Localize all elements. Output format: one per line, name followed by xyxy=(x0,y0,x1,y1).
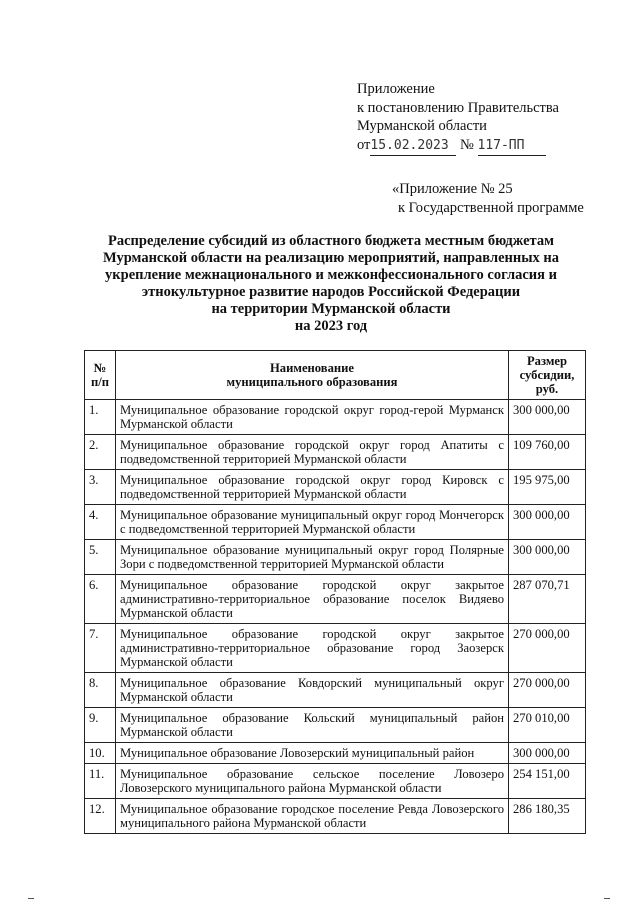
title-line: на 2023 год xyxy=(294,318,368,334)
subsidy-amount: 300 000,00 xyxy=(509,400,586,435)
row-number: 12. xyxy=(85,799,116,834)
subsidy-amount: 109 760,00 xyxy=(509,435,586,470)
municipality-name: Муниципальное образование городской округ закрытое административно-территориальное образование поселок Видяево Мурманской области xyxy=(116,575,509,624)
table-row xyxy=(85,799,586,834)
program-appendix-target: к Государственной программе xyxy=(398,199,584,216)
appendix-header xyxy=(357,80,559,156)
table-row xyxy=(85,540,586,575)
appendix-decree-line: к постановлению Правительства xyxy=(357,99,559,116)
decree-date: 15.02.2023 xyxy=(370,137,456,157)
decree-number: 117-ПП xyxy=(478,137,546,157)
program-appendix-number: «Приложение № 25 xyxy=(392,181,513,197)
table-row xyxy=(85,435,586,470)
municipality-name: Муниципальное образование городской округ город Кировск с подведомственной территорией Мурманской области xyxy=(116,470,509,505)
municipality-name: Муниципальное образование муниципальный округ город Мончегорск с подведомственной территорией Мурманской области xyxy=(116,505,509,540)
from-prefix: от xyxy=(357,136,371,153)
subsidy-amount: 270 010,00 xyxy=(509,708,586,743)
number-prefix: № xyxy=(460,136,474,153)
municipality-name: Муниципальное образование Ковдорский муниципальный округ Мурманской области xyxy=(116,673,509,708)
row-number: 5. xyxy=(85,540,116,575)
subsidy-amount: 195 975,00 xyxy=(509,470,586,505)
municipality-name: Муниципальное образование городской округ закрытое административно-территориальное образование город Заозерск Мурманской области xyxy=(116,624,509,673)
subsidy-amount: 254 151,00 xyxy=(509,764,586,799)
municipality-name: Муниципальное образование Ловозерский муниципальный район xyxy=(116,743,509,764)
table-row xyxy=(85,624,586,673)
table-row xyxy=(85,743,586,764)
subsidy-amount: 270 000,00 xyxy=(509,673,586,708)
header-amount: Размер субсидии, руб. xyxy=(509,351,586,400)
program-appendix xyxy=(392,180,584,217)
subsidy-amount: 270 000,00 xyxy=(509,624,586,673)
header-number: № п/п xyxy=(85,351,116,400)
row-number: 8. xyxy=(85,673,116,708)
title-line: Мурманской области на реализацию мероприятий, направленных на xyxy=(102,250,560,266)
municipality-name: Муниципальное образование Кольский муниципальный район Мурманской области xyxy=(116,708,509,743)
appendix-date-line xyxy=(357,136,559,157)
scan-mark xyxy=(604,898,610,899)
table-row xyxy=(85,470,586,505)
row-number: 4. xyxy=(85,505,116,540)
subsidy-amount: 300 000,00 xyxy=(509,540,586,575)
table-row xyxy=(85,575,586,624)
scan-mark xyxy=(28,898,34,899)
municipality-name: Муниципальное образование городской округ город-герой Мурманск Мурманской области xyxy=(116,400,509,435)
table-row xyxy=(85,764,586,799)
row-number: 7. xyxy=(85,624,116,673)
header-municipality: Наименование муниципального образования xyxy=(116,351,509,400)
row-number: 11. xyxy=(85,764,116,799)
subsidy-amount: 300 000,00 xyxy=(509,505,586,540)
table-row xyxy=(85,505,586,540)
row-number: 9. xyxy=(85,708,116,743)
row-number: 1. xyxy=(85,400,116,435)
appendix-region-line: Мурманской области xyxy=(357,118,487,134)
municipality-name: Муниципальное образование сельское поселение Ловозеро Ловозерского муниципального района Мурманской области xyxy=(116,764,509,799)
municipality-name: Муниципальное образование городское поселение Ревда Ловозерского муниципального района Мурманской области xyxy=(116,799,509,834)
subsidy-amount: 287 070,71 xyxy=(509,575,586,624)
title-line: укрепление межнационального и межконфессионального согласия и xyxy=(105,267,557,283)
subsidy-amount: 300 000,00 xyxy=(509,743,586,764)
title-line: на территории Мурманской области xyxy=(211,301,451,317)
title-line: этнокультурное развитие народов Российской Федерации xyxy=(141,284,521,300)
table-header-row xyxy=(85,351,586,400)
row-number: 6. xyxy=(85,575,116,624)
appendix-label: Приложение xyxy=(357,81,435,97)
row-number: 2. xyxy=(85,435,116,470)
table-row xyxy=(85,708,586,743)
row-number: 10. xyxy=(85,743,116,764)
subsidy-amount: 286 180,35 xyxy=(509,799,586,834)
subsidy-table xyxy=(84,350,586,834)
municipality-name: Муниципальное образование городской округ город Апатиты с подведомственной территорией Мурманской области xyxy=(116,435,509,470)
table-row xyxy=(85,400,586,435)
table-row xyxy=(85,673,586,708)
row-number: 3. xyxy=(85,470,116,505)
document-title xyxy=(72,233,590,335)
municipality-name: Муниципальное образование муниципальный округ город Полярные Зори с подведомственной территорией Мурманской области xyxy=(116,540,509,575)
title-line: Распределение субсидий из областного бюджета местным бюджетам xyxy=(108,233,554,249)
